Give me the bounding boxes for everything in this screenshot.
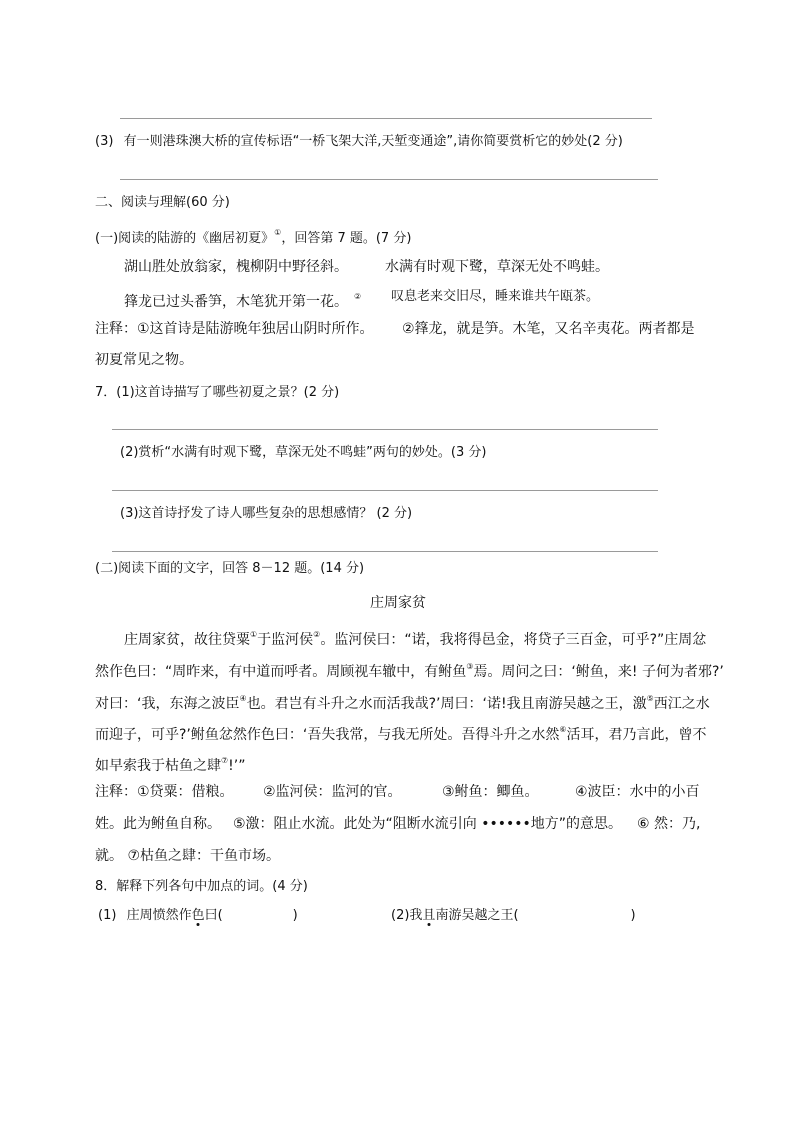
note: ③鲋鱼：鲫鱼。 <box>442 784 539 800</box>
note: 初夏常见之物。 <box>95 352 193 368</box>
poem-line: 水满有时观下鹭，草深无处不鸣蛙。 <box>385 259 609 275</box>
answer-line <box>120 179 658 180</box>
passage-line <box>95 720 707 745</box>
poem-line: 叹息老来交旧尽，睡来谁共午瓯茶。 <box>391 289 600 304</box>
item-number: (1) <box>98 908 117 923</box>
passage-text: !’” <box>228 758 246 774</box>
note: 注释：①贷粟：借粮。 <box>95 784 234 800</box>
note: 姓。此为鲋鱼自称。 <box>95 816 221 832</box>
passage-line <box>95 657 724 682</box>
passage-line <box>124 625 706 650</box>
footnote-mark: ⑤ <box>646 694 654 703</box>
passage-line <box>95 689 710 714</box>
part-intro-text: ，回答第 7 题。(7 分) <box>281 231 412 246</box>
passage-text: 庄周家贫，故往贷粟 <box>124 632 250 648</box>
passage-text: 于监河侯 <box>257 632 314 648</box>
passage-text: 。监河侯曰：“诺，我将得邑金，将贷子三百金，可乎?”庄周忿 <box>320 632 707 648</box>
answer-line <box>112 429 658 430</box>
poem-line <box>124 287 361 312</box>
poem-line: 湖山胜处放翁家，槐柳阴中野径斜。 <box>124 259 348 275</box>
footnote-mark: ① <box>250 630 258 639</box>
passage-text: 而迎子，可乎?’鲋鱼忿然作色曰：‘吾失我常，与我无所处。吾得斗升之水然 <box>95 727 560 743</box>
item-text: 南游吴越之王( <box>435 908 519 923</box>
footnote-mark: ② <box>313 630 321 639</box>
passage-line <box>95 751 246 776</box>
footnote-mark: ① <box>274 228 282 237</box>
question-7-2: (2)赏析“水满有时观下鹭，草深无处不鸣蛙”两句的妙处。(3 分) <box>120 445 487 460</box>
item-text: ) <box>292 908 298 923</box>
answer-line <box>112 551 658 552</box>
dotted-word: 色 <box>191 908 205 923</box>
passage-text: 活耳，君乃言此，曾不 <box>566 727 707 743</box>
item-text: 庄周愤然作 <box>126 908 192 923</box>
note: ④波臣：水中的小百 <box>575 784 700 800</box>
dotted-word: 且 <box>422 908 436 923</box>
question-8-item-2 <box>391 906 636 926</box>
part-intro: (二)阅读下面的文字，回答 8－12 题。(14 分) <box>95 561 365 576</box>
passage-title: 庄周家贫 <box>370 595 426 611</box>
answer-line <box>120 118 652 119</box>
passage-text: 焉。周问之曰：‘鲋鱼，来! 子何为者邪?’ <box>473 664 724 680</box>
footnote-mark: ② <box>354 292 362 301</box>
passage-text: 如早索我于枯鱼之肆 <box>95 758 221 774</box>
footnote-mark: ⑦ <box>221 756 229 765</box>
question-8-item-1 <box>98 906 298 926</box>
question-7-3: (3)这首诗抒发了诗人哪些复杂的思想感情？ (2 分) <box>120 506 413 521</box>
answer-line <box>112 490 658 491</box>
section-title: 二、阅读与理解(60 分) <box>95 195 230 210</box>
question-number: (3) <box>95 134 114 149</box>
note: ⑥ 然：乃, <box>637 816 701 832</box>
passage-text: 对曰：‘我，东海之波臣 <box>95 696 240 712</box>
footnote-mark: ③ <box>466 662 474 671</box>
footnote-mark: ④ <box>239 694 247 703</box>
part-intro <box>95 223 411 249</box>
note: ②箨龙，就是笋。木笔，又名辛夷花。两者都是 <box>402 321 695 337</box>
question-text: 有一则港珠澳大桥的宣传标语“一桥飞架大洋,天堑变通途”,请你简要赏析它的妙处(2 分) <box>123 134 623 149</box>
passage-text: 也。君岂有斗升之水而活我哉?’周曰：‘诺!我且南游吴越之王，激 <box>246 696 647 712</box>
note: ⑤激：阻止水流。此处为“阻断水流引向 ••••••地方”的意思。 <box>233 816 623 832</box>
footnote-mark: ⑥ <box>559 725 567 734</box>
question-3 <box>95 132 623 152</box>
question-7-1: 7．(1)这首诗描写了哪些初夏之景？(2 分) <box>95 385 340 400</box>
item-text: ) <box>630 908 636 923</box>
passage-text: 然作色曰：“周昨来，有中道而呼者。周顾视车辙中，有鲋鱼 <box>95 664 467 680</box>
passage-text: 西江之水 <box>653 696 710 712</box>
note: 注释：①这首诗是陆游晚年独居山阴时所作。 <box>95 321 374 337</box>
part-intro-text: (一)阅读的陆游的《幽居初夏》 <box>95 231 275 246</box>
item-text: (2)我 <box>391 908 423 923</box>
note: 就。 ⑦枯鱼之肆：干鱼市场。 <box>95 848 281 864</box>
note: ②监河侯：监河的官。 <box>263 784 402 800</box>
question-8: 8．解释下列各句中加点的词。(4 分) <box>95 879 308 894</box>
item-text: 曰( <box>204 908 223 923</box>
poem-text: 箨龙已过头番笋，木笔犹开第一花。 <box>124 294 348 310</box>
